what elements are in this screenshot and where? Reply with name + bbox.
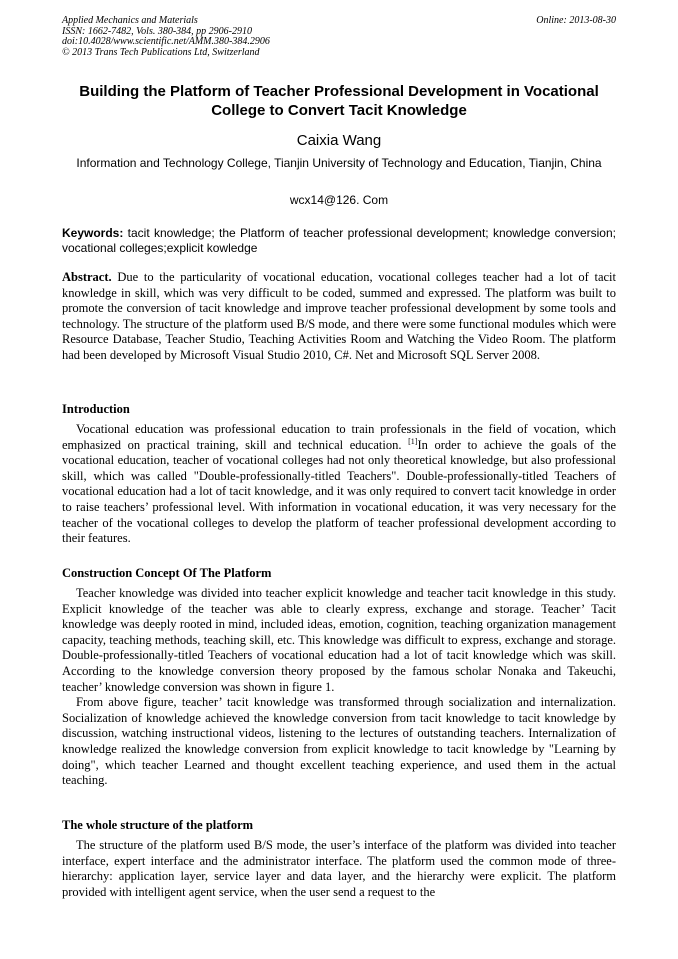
journal-issn: ISSN: 1662-7482, Vols. 380-384, pp 2906-2910 — [62, 25, 252, 37]
journal-doi: doi:10.4028/www.scientific.net/AMM.380-384.2906 — [62, 36, 270, 47]
abstract — [62, 270, 616, 364]
author-name: Caixia Wang — [296, 132, 382, 149]
journal-copyright: © 2013 Trans Tech Publications Ltd, Switzerland — [62, 46, 260, 58]
journal-name: Applied Mechanics and Materials — [62, 15, 198, 26]
online-date: Online: 2013-08-30 — [536, 15, 616, 26]
construction-paragraph-1: Teacher knowledge was divided into teacher explicit knowledge and teacher tacit knowledge in this study. Explicit knowledge of the teacher was able to clearly express, exchange and storage. Teacher’ Tacit knowledge was deeply rooted in mind, included ideas, emotion, cognition, teaching organization management capacity, teaching methods, teaching skill, etc. This knowledge was difficult to express, exchange and storage. Double-professionally-titled Teachers of vocational education had a lot of tacit knowledge which was skill. According to the knowledge conversion theory proposed by the famous scholar Nonaka and Takeuchi, teacher’ knowledge conversion was shown in figure 1. — [62, 586, 616, 694]
section-heading-construction: Construction Concept Of The Platform — [62, 566, 272, 580]
abstract-text: Due to the particularity of vocational education, vocational colleges teacher had a lot of tacit knowledge in skill, which was very difficult to be coded, summed and expressed. The platform was built to promote the conversion of tacit knowledge and improve teacher professional development by some tools and technology. The structure of the platform used B/S mode, and there were some functional modules which were Resource Database, Teacher Studio, Teaching Activities Room and Watching the Video Room. The platform had been developed by Microsoft Visual Studio 2010, C#. Net and Microsoft SQL Server 2008. — [62, 270, 616, 362]
section-heading-structure: The whole structure of the platform — [62, 818, 254, 832]
author-affiliation: Information and Technology College, Tianjin University of Technology and Education, Tianjin, China — [76, 156, 602, 170]
author-email: wcx14@126. Com — [289, 193, 389, 207]
introduction-body — [62, 422, 616, 547]
keywords-text: tacit knowledge; the Platform of teacher professional development; knowledge conversion; vocational colleges;explicit kowledge — [62, 226, 616, 255]
paper-title: Building the Platform of Teacher Professional Development in Vocational College to Convert Tacit Knowledge — [79, 83, 599, 119]
keywords-label: Keywords: — [62, 226, 124, 240]
structure-body — [62, 838, 616, 900]
structure-paragraph: The structure of the platform used B/S mode, the user’s interface of the platform was divided into teacher interface, expert interface and the administrator interface. The platform used the common mode of three-hierarchy: application layer, service layer and data layer, and the hierarchy were explicit. The platform provided with intelligent agent service, when the user send a request to the — [62, 838, 616, 899]
introduction-text-a: Vocational education was professional education to train professionals in the field of vocation, which emphasized on practical training, skill and technical education. — [62, 422, 616, 452]
reference-marker[interactable]: [1] — [408, 436, 418, 446]
section-heading-introduction: Introduction — [62, 402, 130, 416]
journal-header — [62, 16, 616, 58]
construction-paragraph-2: From above figure, teacher’ tacit knowledge was transformed through socialization and internalization. Socialization of knowledge achieved the knowledge conversion from tacit knowledge to tacit knowledge by discussion, watching instructional videos, listening to the lectures of outstanding teachers. Internalization of knowledge realized the knowledge conversion from explicit knowledge to tacit knowledge by "Learning by doing", which teacher Learned and thought excellent teaching experience, and used them in the actual teaching. — [62, 695, 616, 788]
introduction-paragraph — [62, 422, 616, 547]
construction-body — [62, 586, 616, 789]
keywords — [62, 226, 616, 256]
abstract-label: Abstract. — [62, 270, 112, 284]
introduction-text-b: In order to achieve the goals of the vocational education, teacher of vocational colleges had not only theoretical knowledge, but also professional skill, which was called "Double-professionally-titled Teachers". Double-professionally-titled Teachers of vocational education had a lot of tacit knowledge, and it was only required to convert tacit knowledge in order to raise teachers’ professional level. With information in vocational education, it was very necessary for the teacher of the vocational colleges to develop the platform of teacher professional development according to their features. — [62, 437, 616, 546]
